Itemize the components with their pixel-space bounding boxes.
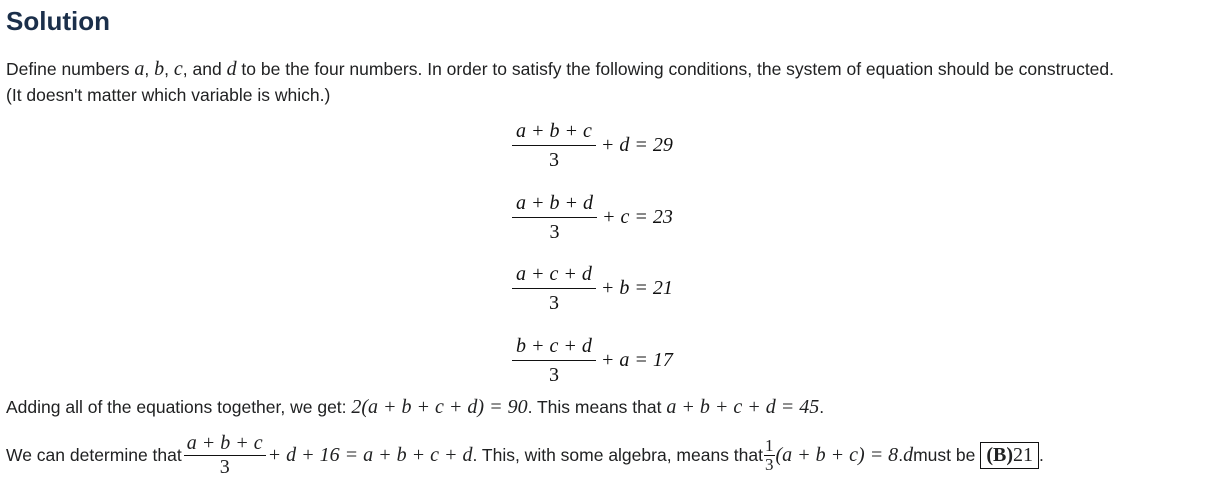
conclusion-fraction-denominator: 3 (219, 455, 230, 478)
intro-line-2: (It doesn't matter which variable is which.) (6, 85, 331, 105)
conclusion-text-3: . (898, 444, 904, 465)
equation-3 (512, 260, 673, 316)
intro-and: , and (182, 59, 227, 79)
answer-box (980, 442, 1039, 469)
conclusion-text-2: . This, with some algebra, means that (472, 444, 763, 465)
adding-text-2: . This means that (527, 397, 667, 417)
equation-1-numerator: a + b + c (512, 120, 596, 146)
conclusion-text-1: We can determine that (6, 444, 182, 465)
adding-text-3: . (819, 397, 825, 417)
adding-paragraph (6, 394, 824, 420)
equation-1-fraction (512, 120, 596, 171)
conclusion-math-1: + d + 16 = a + b + c + d (267, 443, 473, 466)
intro-paragraph (6, 56, 1114, 108)
conclusion-text-4: must be (913, 444, 976, 465)
equation-2-denominator: 3 (549, 220, 560, 243)
conclusion-paragraph (6, 427, 1044, 483)
adding-text-1: Adding all of the equations together, we get: (6, 397, 352, 417)
adding-math-1: 2(a + b + c + d) = 90 (351, 396, 528, 418)
equation-2-fraction (512, 192, 597, 243)
answer-letter: (B) (986, 443, 1013, 466)
adding-math-2: a + b + c + d = 45 (666, 396, 820, 418)
equation-4-numerator: b + c + d (512, 335, 596, 361)
equation-4-denominator: 3 (548, 363, 559, 386)
equation-3-rhs: + b = 21 (600, 276, 673, 299)
var-a: a (134, 58, 145, 80)
conclusion-fraction (184, 433, 266, 478)
var-c: c (173, 58, 183, 80)
equation-2-numerator: a + b + d (512, 192, 597, 218)
equation-1-rhs: + d = 29 (600, 133, 673, 156)
one-third-fraction (764, 437, 775, 474)
intro-comma-1: , (144, 59, 155, 79)
one-third-numerator: 1 (765, 435, 774, 455)
var-d: d (226, 58, 237, 80)
intro-comma-2: , (164, 59, 174, 79)
equation-2 (512, 189, 673, 245)
equation-4-fraction (512, 335, 596, 386)
equation-4 (512, 332, 673, 388)
solution-heading: Solution (6, 6, 110, 36)
intro-text-2: to be the four numbers. In order to satisfy the following conditions, the system of equation should be constructed. (236, 59, 1115, 79)
var-b: b (154, 58, 165, 80)
equation-3-denominator: 3 (548, 291, 559, 314)
equation-1-denominator: 3 (548, 148, 559, 171)
intro-text-1: Define numbers (6, 59, 135, 79)
one-third-denominator: 3 (765, 454, 774, 474)
equation-3-fraction (512, 263, 596, 314)
equation-4-rhs: + a = 17 (600, 348, 673, 371)
equation-2-rhs: + c = 23 (602, 205, 673, 228)
conclusion-var-d: d (903, 443, 914, 466)
conclusion-period: . (1038, 444, 1044, 465)
equation-3-numerator: a + c + d (512, 263, 596, 289)
equation-1 (512, 117, 673, 173)
conclusion-math-2: (a + b + c) = 8 (775, 443, 899, 466)
answer-value: 21 (1012, 443, 1033, 466)
conclusion-fraction-numerator: a + b + c (184, 433, 266, 456)
